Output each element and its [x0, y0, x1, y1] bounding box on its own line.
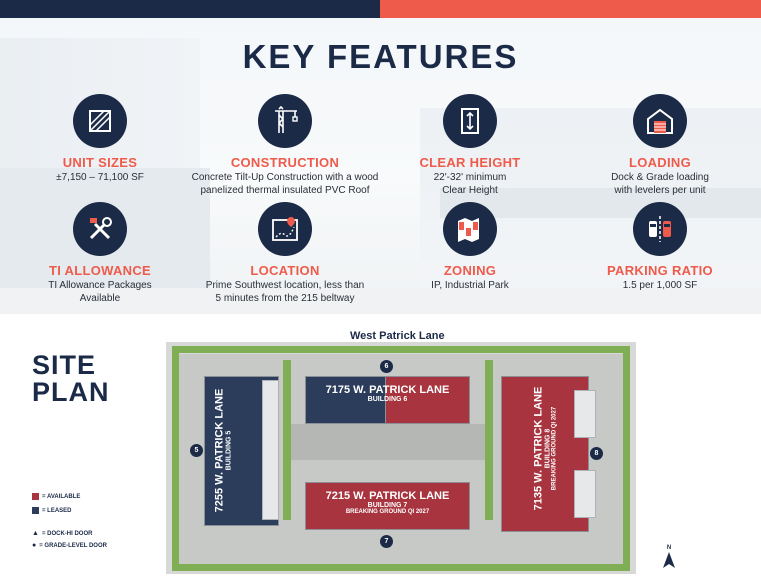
triangle-icon: ▲ [32, 530, 39, 537]
legend-grade-level-door: ● = GRADE-LEVEL DOOR [32, 542, 107, 549]
landscape-strip [485, 360, 493, 520]
feature-description: TI Allowance Packages Available [48, 280, 152, 304]
building-8-label: 7135 W. PATRICK LANE BUILDING 8 BREAKING GROUND QI 2027 [532, 386, 558, 511]
feature-title: TI ALLOWANCE [48, 263, 152, 278]
unit-sizes-icon [73, 94, 127, 148]
feature-zoning [370, 202, 570, 292]
top-accent-bar-navy [0, 0, 380, 18]
north-arrow-icon [662, 551, 676, 569]
location-map-icon [258, 202, 312, 256]
building-8-marker[interactable]: 8 [590, 447, 603, 460]
feature-clear-height [370, 94, 570, 197]
landscape-strip [623, 346, 630, 571]
feature-parking-ratio [560, 202, 760, 292]
landscape-strip [172, 564, 630, 571]
landscape-strip [172, 346, 630, 353]
building-5-marker[interactable]: 5 [190, 444, 203, 457]
site-plan-title: SITE PLAN [32, 350, 110, 407]
legend-dock-hi-door: ▲ = DOCK-HI DOOR [32, 530, 93, 537]
feature-ti-allowance [0, 202, 200, 305]
feature-location [185, 202, 385, 305]
dock-area [262, 380, 279, 520]
loading-dock-icon [633, 94, 687, 148]
feature-construction [185, 94, 385, 197]
top-accent-bar-coral [380, 0, 761, 18]
feature-title: CLEAR HEIGHT [419, 155, 521, 170]
feature-title: UNIT SIZES [62, 155, 138, 170]
street-label: West Patrick Lane [350, 330, 445, 342]
dock-area [574, 470, 596, 518]
clear-height-icon [443, 94, 497, 148]
legend-available: = AVAILABLE [32, 493, 80, 500]
construction-crane-icon [258, 94, 312, 148]
feature-description: 22'-32' minimum Clear Height [433, 172, 507, 196]
feature-title: PARKING RATIO [607, 263, 713, 278]
parking-cars-icon [633, 202, 687, 256]
drive-aisle [291, 424, 485, 460]
building-5-label: 7255 W. PATRICK LANE BUILDING 5 [213, 388, 233, 513]
page-title: KEY FEATURES [242, 38, 519, 75]
building-7-label: 7215 W. PATRICK LANE BUILDING 7 BREAKING GROUND QI 2027 [325, 490, 450, 515]
feature-description: Prime Southwest location, less than 5 minutes from the 215 beltway [205, 280, 365, 304]
feature-description: IP, Industrial Park [431, 280, 509, 291]
feature-description: ±7,150 – 71,100 SF [56, 172, 144, 183]
feature-title: ZONING [443, 263, 497, 278]
landscape-strip [172, 346, 179, 571]
feature-unit-sizes [0, 94, 200, 184]
landscape-strip [283, 360, 291, 520]
zoning-map-icon [443, 202, 497, 256]
building-7-marker[interactable]: 7 [380, 535, 393, 548]
circle-icon: ● [32, 542, 37, 549]
legend-leased: = LEASED [32, 507, 72, 514]
feature-loading [560, 94, 760, 197]
feature-description: Dock & Grade loading with levelers per unit [611, 172, 709, 196]
feature-title: LOCATION [250, 263, 320, 278]
building-6-marker[interactable]: 6 [380, 360, 393, 373]
tools-icon [73, 202, 127, 256]
north-arrow: N [662, 545, 676, 571]
feature-title: LOADING [628, 155, 692, 170]
dock-area [574, 390, 596, 438]
feature-title: CONSTRUCTION [230, 155, 340, 170]
building-6-label: 7175 W. PATRICK LANE BUILDING 6 [325, 384, 450, 403]
feature-description: 1.5 per 1,000 SF [622, 280, 698, 291]
feature-description: Concrete Tilt-Up Construction with a wood panelized thermal insulated PVC Roof [191, 172, 379, 196]
